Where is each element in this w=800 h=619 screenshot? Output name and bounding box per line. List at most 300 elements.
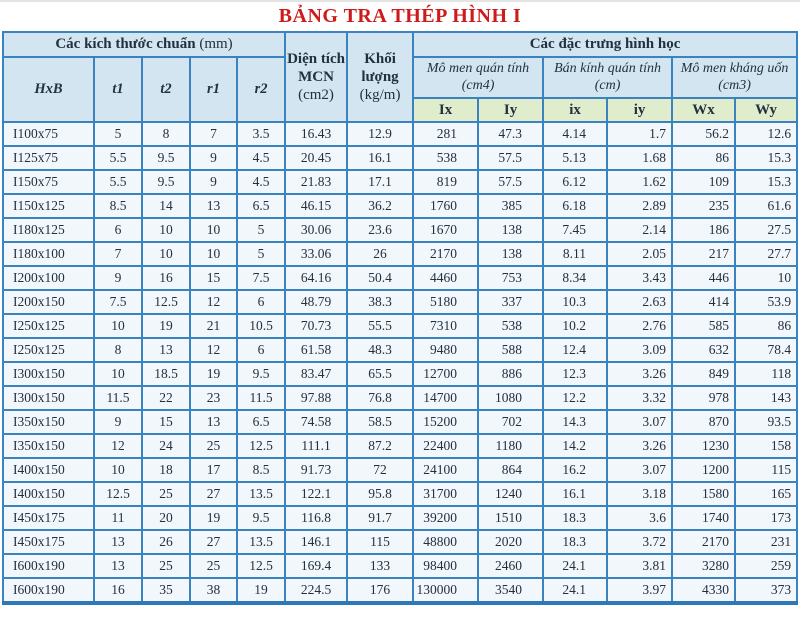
cell-mass: 58.5 <box>347 410 413 434</box>
cell-Wy: 27.5 <box>735 218 797 242</box>
cell-Wy: 78.4 <box>735 338 797 362</box>
cell-area: 33.06 <box>285 242 347 266</box>
cell-mass: 48.3 <box>347 338 413 362</box>
cell-r2: 6 <box>237 338 285 362</box>
cell-area: 97.88 <box>285 386 347 410</box>
cell-mass: 50.4 <box>347 266 413 290</box>
cell-r1: 17 <box>190 458 237 482</box>
cell-Wy: 118 <box>735 362 797 386</box>
cell-Wx: 235 <box>672 194 735 218</box>
cell-area: 16.43 <box>285 122 347 146</box>
cell-Wy: 27.7 <box>735 242 797 266</box>
cell-Wy: 231 <box>735 530 797 554</box>
cell-hxb: I400x150 <box>3 458 94 482</box>
cell-r1: 21 <box>190 314 237 338</box>
page-title: BẢNG TRA THÉP HÌNH I <box>278 5 522 27</box>
cell-t1: 13 <box>94 530 142 554</box>
cell-r2: 12.5 <box>237 554 285 578</box>
cell-iy: 2.63 <box>607 290 672 314</box>
table-row <box>3 578 797 603</box>
cell-Wx: 2170 <box>672 530 735 554</box>
cell-t2: 12.5 <box>142 290 190 314</box>
cell-t2: 35 <box>142 578 190 603</box>
modulus-group-unit: (cm3) <box>718 77 751 93</box>
cell-hxb: I100x75 <box>3 122 94 146</box>
cell-Wy: 93.5 <box>735 410 797 434</box>
cell-t1: 7.5 <box>94 290 142 314</box>
table-row <box>3 266 797 290</box>
cell-area: 122.1 <box>285 482 347 506</box>
cell-r2: 13.5 <box>237 530 285 554</box>
cell-Ix: 5180 <box>413 290 478 314</box>
cell-t1: 10 <box>94 314 142 338</box>
cell-Wy: 10 <box>735 266 797 290</box>
col-header-r2: r2 <box>237 57 285 122</box>
cell-ix: 24.1 <box>543 578 607 603</box>
cell-Wy: 165 <box>735 482 797 506</box>
cell-Ix: 12700 <box>413 362 478 386</box>
cell-iy: 2.89 <box>607 194 672 218</box>
cell-Ix: 4460 <box>413 266 478 290</box>
cell-r2: 6.5 <box>237 194 285 218</box>
area-column-header <box>285 32 347 122</box>
cell-Ix: 14700 <box>413 386 478 410</box>
geom-group-header <box>413 32 797 57</box>
cell-r2: 4.5 <box>237 170 285 194</box>
cell-t2: 10 <box>142 242 190 266</box>
cell-area: 20.45 <box>285 146 347 170</box>
cell-r1: 10 <box>190 218 237 242</box>
cell-Iy: 1240 <box>478 482 543 506</box>
cell-r2: 7.5 <box>237 266 285 290</box>
radius-group-unit: (cm) <box>594 77 621 93</box>
cell-iy: 3.43 <box>607 266 672 290</box>
cell-r1: 23 <box>190 386 237 410</box>
cell-iy: 1.68 <box>607 146 672 170</box>
cell-r1: 12 <box>190 338 237 362</box>
cell-t2: 9.5 <box>142 170 190 194</box>
mass-unit: (kg/m) <box>359 87 401 104</box>
cell-Iy: 2460 <box>478 554 543 578</box>
cell-hxb: I300x150 <box>3 362 94 386</box>
cell-Iy: 2020 <box>478 530 543 554</box>
cell-t2: 24 <box>142 434 190 458</box>
cell-Ix: 2170 <box>413 242 478 266</box>
cell-r2: 6.5 <box>237 410 285 434</box>
cell-Ix: 98400 <box>413 554 478 578</box>
cell-r1: 27 <box>190 530 237 554</box>
cell-iy: 2.05 <box>607 242 672 266</box>
col-header-t1: t1 <box>94 57 142 122</box>
cell-Wx: 1740 <box>672 506 735 530</box>
cell-area: 61.58 <box>285 338 347 362</box>
col-header-ix: ix <box>543 98 607 122</box>
area-label-line2: MCN <box>298 68 334 85</box>
cell-t2: 15 <box>142 410 190 434</box>
cell-Wy: 61.6 <box>735 194 797 218</box>
cell-r2: 5 <box>237 218 285 242</box>
cell-r1: 19 <box>190 506 237 530</box>
cell-Wy: 15.3 <box>735 170 797 194</box>
table-row <box>3 530 797 554</box>
col-header-Wx: Wx <box>672 98 735 122</box>
cell-area: 70.73 <box>285 314 347 338</box>
cell-r1: 13 <box>190 194 237 218</box>
cell-Wx: 1230 <box>672 434 735 458</box>
cell-ix: 16.2 <box>543 458 607 482</box>
cell-ix: 8.34 <box>543 266 607 290</box>
cell-Ix: 31700 <box>413 482 478 506</box>
table-row <box>3 290 797 314</box>
cell-t2: 14 <box>142 194 190 218</box>
col-header-Iy: Iy <box>478 98 543 122</box>
cell-ix: 4.14 <box>543 122 607 146</box>
dims-group-label: Các kích thước chuẩn <box>55 36 196 52</box>
cell-Ix: 819 <box>413 170 478 194</box>
cell-ix: 24.1 <box>543 554 607 578</box>
cell-area: 116.8 <box>285 506 347 530</box>
cell-Wy: 12.6 <box>735 122 797 146</box>
cell-hxb: I600x190 <box>3 578 94 603</box>
cell-area: 169.4 <box>285 554 347 578</box>
cell-area: 46.15 <box>285 194 347 218</box>
cell-Ix: 48800 <box>413 530 478 554</box>
cell-r2: 13.5 <box>237 482 285 506</box>
cell-Iy: 3540 <box>478 578 543 603</box>
table-row <box>3 458 797 482</box>
cell-iy: 3.32 <box>607 386 672 410</box>
col-header-Ix: Ix <box>413 98 478 122</box>
inertia-group-unit: (cm4) <box>461 77 495 93</box>
cell-t1: 11.5 <box>94 386 142 410</box>
cell-mass: 12.9 <box>347 122 413 146</box>
cell-Wx: 446 <box>672 266 735 290</box>
cell-t2: 22 <box>142 386 190 410</box>
cell-t1: 10 <box>94 458 142 482</box>
cell-Wx: 56.2 <box>672 122 735 146</box>
cell-r1: 19 <box>190 362 237 386</box>
cell-Ix: 24100 <box>413 458 478 482</box>
area-unit: (cm2) <box>298 87 334 104</box>
cell-t2: 8 <box>142 122 190 146</box>
cell-hxb: I450x175 <box>3 506 94 530</box>
cell-Iy: 753 <box>478 266 543 290</box>
cell-hxb: I300x150 <box>3 386 94 410</box>
table-row <box>3 242 797 266</box>
cell-hxb: I150x75 <box>3 170 94 194</box>
cell-hxb: I150x125 <box>3 194 94 218</box>
cell-Wx: 3280 <box>672 554 735 578</box>
cell-Iy: 886 <box>478 362 543 386</box>
cell-t2: 25 <box>142 554 190 578</box>
area-label-line1: Diện tích <box>287 50 345 67</box>
cell-hxb: I250x125 <box>3 338 94 362</box>
cell-r2: 9.5 <box>237 506 285 530</box>
cell-r1: 12 <box>190 290 237 314</box>
cell-mass: 176 <box>347 578 413 603</box>
radius-group-header <box>543 57 672 98</box>
cell-Iy: 57.5 <box>478 170 543 194</box>
cell-ix: 18.3 <box>543 506 607 530</box>
table-row <box>3 170 797 194</box>
cell-iy: 3.07 <box>607 410 672 434</box>
table-row <box>3 314 797 338</box>
modulus-group-label: Mô men kháng uốn <box>680 60 789 76</box>
cell-t2: 18 <box>142 458 190 482</box>
cell-Wx: 585 <box>672 314 735 338</box>
cell-ix: 16.1 <box>543 482 607 506</box>
cell-r1: 7 <box>190 122 237 146</box>
cell-r1: 38 <box>190 578 237 603</box>
cell-Iy: 538 <box>478 314 543 338</box>
cell-Wy: 115 <box>735 458 797 482</box>
cell-mass: 91.7 <box>347 506 413 530</box>
cell-mass: 55.5 <box>347 314 413 338</box>
geom-group-label: Các đặc trưng hình học <box>529 36 681 52</box>
cell-r1: 13 <box>190 410 237 434</box>
dims-group-unit: (mm) <box>199 36 233 52</box>
cell-Wx: 86 <box>672 146 735 170</box>
col-header-Wy: Wy <box>735 98 797 122</box>
cell-Ix: 22400 <box>413 434 478 458</box>
cell-iy: 3.6 <box>607 506 672 530</box>
cell-mass: 72 <box>347 458 413 482</box>
table-row <box>3 482 797 506</box>
table-row <box>3 122 797 146</box>
cell-hxb: I400x150 <box>3 482 94 506</box>
cell-ix: 14.2 <box>543 434 607 458</box>
cell-mass: 87.2 <box>347 434 413 458</box>
cell-mass: 76.8 <box>347 386 413 410</box>
cell-t1: 12.5 <box>94 482 142 506</box>
cell-area: 74.58 <box>285 410 347 434</box>
cell-t2: 10 <box>142 218 190 242</box>
cell-area: 146.1 <box>285 530 347 554</box>
table-row <box>3 362 797 386</box>
cell-ix: 10.2 <box>543 314 607 338</box>
cell-hxb: I125x75 <box>3 146 94 170</box>
col-header-t2: t2 <box>142 57 190 122</box>
cell-t1: 5 <box>94 122 142 146</box>
cell-t1: 16 <box>94 578 142 603</box>
col-header-r1: r1 <box>190 57 237 122</box>
cell-r2: 9.5 <box>237 362 285 386</box>
cell-mass: 115 <box>347 530 413 554</box>
radius-group-label: Bán kính quán tính <box>554 60 661 76</box>
cell-t2: 25 <box>142 482 190 506</box>
table-row <box>3 146 797 170</box>
cell-t1: 11 <box>94 506 142 530</box>
cell-Wx: 849 <box>672 362 735 386</box>
cell-Wy: 86 <box>735 314 797 338</box>
dims-group-header <box>3 32 285 57</box>
cell-area: 64.16 <box>285 266 347 290</box>
cell-Wx: 1580 <box>672 482 735 506</box>
cell-t1: 6 <box>94 218 142 242</box>
cell-mass: 16.1 <box>347 146 413 170</box>
cell-hxb: I350x150 <box>3 410 94 434</box>
cell-mass: 133 <box>347 554 413 578</box>
cell-area: 224.5 <box>285 578 347 603</box>
header-row-groups <box>3 32 797 57</box>
cell-Iy: 138 <box>478 218 543 242</box>
cell-area: 83.47 <box>285 362 347 386</box>
cell-r2: 3.5 <box>237 122 285 146</box>
cell-hxb: I180x125 <box>3 218 94 242</box>
cell-ix: 6.12 <box>543 170 607 194</box>
cell-mass: 65.5 <box>347 362 413 386</box>
cell-r2: 8.5 <box>237 458 285 482</box>
cell-Iy: 702 <box>478 410 543 434</box>
cell-Iy: 1180 <box>478 434 543 458</box>
cell-Iy: 1080 <box>478 386 543 410</box>
cell-Wy: 15.3 <box>735 146 797 170</box>
cell-t1: 12 <box>94 434 142 458</box>
inertia-group-label: Mô men quán tính <box>426 60 530 76</box>
cell-area: 111.1 <box>285 434 347 458</box>
cell-Wx: 1200 <box>672 458 735 482</box>
cell-iy: 3.26 <box>607 362 672 386</box>
cell-ix: 12.4 <box>543 338 607 362</box>
cell-r2: 12.5 <box>237 434 285 458</box>
cell-t2: 19 <box>142 314 190 338</box>
cell-Ix: 1670 <box>413 218 478 242</box>
cell-ix: 12.2 <box>543 386 607 410</box>
cell-hxb: I600x190 <box>3 554 94 578</box>
cell-Ix: 15200 <box>413 410 478 434</box>
cell-Ix: 9480 <box>413 338 478 362</box>
cell-t1: 8.5 <box>94 194 142 218</box>
cell-Wx: 109 <box>672 170 735 194</box>
mass-label-line1: Khối <box>364 50 396 67</box>
cell-iy: 2.76 <box>607 314 672 338</box>
cell-hxb: I200x100 <box>3 266 94 290</box>
cell-ix: 10.3 <box>543 290 607 314</box>
cell-Wy: 259 <box>735 554 797 578</box>
cell-t2: 9.5 <box>142 146 190 170</box>
cell-Iy: 337 <box>478 290 543 314</box>
cell-hxb: I200x150 <box>3 290 94 314</box>
cell-r1: 25 <box>190 554 237 578</box>
cell-r2: 19 <box>237 578 285 603</box>
cell-r1: 15 <box>190 266 237 290</box>
cell-iy: 2.14 <box>607 218 672 242</box>
cell-Ix: 281 <box>413 122 478 146</box>
cell-mass: 38.3 <box>347 290 413 314</box>
cell-Iy: 1510 <box>478 506 543 530</box>
cell-t2: 26 <box>142 530 190 554</box>
cell-iy: 3.07 <box>607 458 672 482</box>
cell-t2: 20 <box>142 506 190 530</box>
mass-label-line2: lượng <box>361 68 399 85</box>
cell-ix: 7.45 <box>543 218 607 242</box>
cell-Wx: 217 <box>672 242 735 266</box>
cell-t1: 13 <box>94 554 142 578</box>
table-row <box>3 554 797 578</box>
table-row <box>3 386 797 410</box>
table-body <box>3 122 797 603</box>
cell-Iy: 138 <box>478 242 543 266</box>
cell-Wx: 186 <box>672 218 735 242</box>
cell-Ix: 1760 <box>413 194 478 218</box>
cell-iy: 3.26 <box>607 434 672 458</box>
cell-Iy: 864 <box>478 458 543 482</box>
cell-r1: 9 <box>190 146 237 170</box>
cell-Iy: 588 <box>478 338 543 362</box>
cell-area: 30.06 <box>285 218 347 242</box>
cell-Wx: 870 <box>672 410 735 434</box>
cell-Ix: 130000 <box>413 578 478 603</box>
cell-t1: 10 <box>94 362 142 386</box>
cell-r1: 10 <box>190 242 237 266</box>
cell-iy: 3.09 <box>607 338 672 362</box>
cell-t1: 9 <box>94 410 142 434</box>
cell-ix: 5.13 <box>543 146 607 170</box>
cell-Ix: 538 <box>413 146 478 170</box>
mass-column-header <box>347 32 413 122</box>
cell-r1: 27 <box>190 482 237 506</box>
cell-Iy: 57.5 <box>478 146 543 170</box>
cell-Wy: 158 <box>735 434 797 458</box>
cell-iy: 1.7 <box>607 122 672 146</box>
cell-area: 21.83 <box>285 170 347 194</box>
cell-mass: 95.8 <box>347 482 413 506</box>
cell-Wx: 414 <box>672 290 735 314</box>
cell-t1: 9 <box>94 266 142 290</box>
cell-t2: 13 <box>142 338 190 362</box>
modulus-group-header <box>672 57 797 98</box>
cell-Wy: 143 <box>735 386 797 410</box>
cell-hxb: I450x175 <box>3 530 94 554</box>
table-row <box>3 218 797 242</box>
cell-Ix: 7310 <box>413 314 478 338</box>
cell-r2: 6 <box>237 290 285 314</box>
cell-t2: 16 <box>142 266 190 290</box>
cell-iy: 1.62 <box>607 170 672 194</box>
cell-ix: 14.3 <box>543 410 607 434</box>
cell-Wy: 53.9 <box>735 290 797 314</box>
table-row <box>3 194 797 218</box>
cell-t1: 7 <box>94 242 142 266</box>
cell-t2: 18.5 <box>142 362 190 386</box>
steel-lookup-table <box>2 31 798 605</box>
cell-area: 48.79 <box>285 290 347 314</box>
cell-hxb: I180x100 <box>3 242 94 266</box>
cell-Wy: 173 <box>735 506 797 530</box>
cell-Ix: 39200 <box>413 506 478 530</box>
cell-area: 91.73 <box>285 458 347 482</box>
table-row <box>3 434 797 458</box>
cell-Wx: 4330 <box>672 578 735 603</box>
cell-r2: 4.5 <box>237 146 285 170</box>
table-row <box>3 410 797 434</box>
col-header-hxb: HxB <box>3 57 94 122</box>
cell-r1: 25 <box>190 434 237 458</box>
cell-r1: 9 <box>190 170 237 194</box>
inertia-group-header <box>413 57 543 98</box>
cell-mass: 23.6 <box>347 218 413 242</box>
cell-mass: 26 <box>347 242 413 266</box>
cell-t1: 5.5 <box>94 170 142 194</box>
table-row <box>3 338 797 362</box>
cell-Wy: 373 <box>735 578 797 603</box>
cell-iy: 3.81 <box>607 554 672 578</box>
cell-t1: 5.5 <box>94 146 142 170</box>
cell-ix: 6.18 <box>543 194 607 218</box>
cell-ix: 18.3 <box>543 530 607 554</box>
cell-Wx: 978 <box>672 386 735 410</box>
cell-mass: 36.2 <box>347 194 413 218</box>
